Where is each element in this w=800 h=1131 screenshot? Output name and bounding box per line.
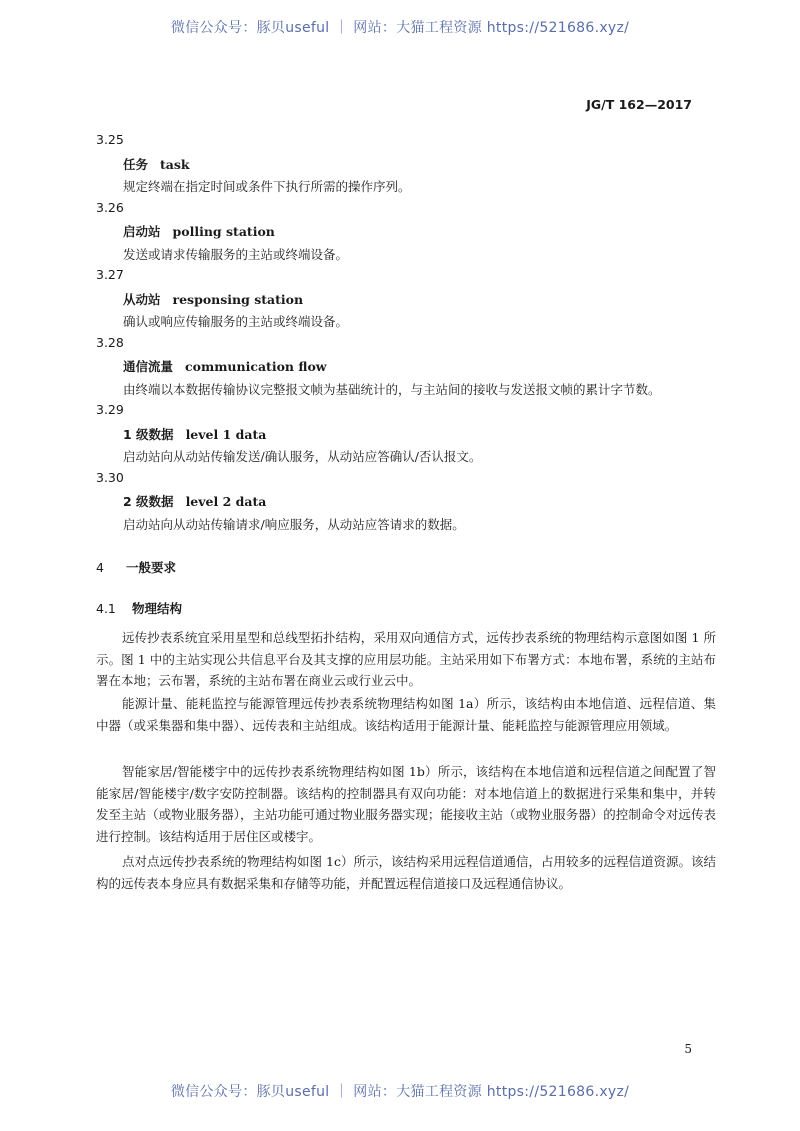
page-number: 5 (684, 1042, 692, 1056)
term-definition: 由终端以本数据传输协议完整报文帧为基础统计的，与主站间的接收与发送报文帧的累计字节数。 (123, 382, 661, 397)
term-number: 3.28 (96, 335, 124, 350)
term-definition: 启动站向从动站传输发送/确认服务，从动站应答确认/否认报文。 (123, 449, 482, 464)
body-paragraph: 智能家居/智能楼宇中的远传抄表系统物理结构如图 1b）所示，该结构在本地信道和远程信道之间配置了智能家居/智能楼宇/数字安防控制器。该结构的控制器具有双向功能：对本地信道上的数据进行采集和集中，并转发至主站（或物业服务器），主站功能可通过物业服务器实现；能接收主站（或物业服务器）的控制命令对远传表进行控制。该结构适用于居住区或楼宇。 (96, 764, 716, 844)
term-title (123, 222, 275, 240)
term-en: level 2 data (185, 494, 267, 509)
subsection-title: 物理结构 (132, 601, 183, 616)
subsection-number: 4.1 (96, 601, 116, 616)
term-title (123, 155, 190, 173)
term-zh: 启动站 (123, 224, 161, 239)
section-title: 一般要求 (126, 560, 177, 575)
body-paragraph: 能源计量、能耗监控与能源管理远传抄表系统物理结构如图 1a）所示，该结构由本地信道、远程信道、集中器（或采集器和集中器）、远传表和主站组成。该结构适用于能源计量、能耗监控与能源管理应用领域。 (96, 696, 716, 733)
term-definition: 规定终端在指定时间或条件下执行所需的操作序列。 (123, 179, 411, 194)
term-number: 3.30 (96, 470, 124, 485)
term-en: polling station (172, 224, 275, 239)
term-en: task (160, 157, 190, 172)
term-en: level 1 data (185, 427, 267, 442)
term-definition: 启动站向从动站传输请求/响应服务，从动站应答请求的数据。 (123, 517, 465, 532)
term-zh: 从动站 (123, 292, 161, 307)
subsection-heading (96, 599, 182, 617)
term-definition: 发送或请求传输服务的主站或终端设备。 (123, 247, 349, 262)
term-title (123, 357, 327, 375)
term-en: communication flow (185, 359, 327, 374)
term-title (123, 425, 266, 443)
standard-code: JG/T 162—2017 (586, 97, 692, 112)
watermark-bottom: 微信公众号：豚贝useful ｜ 网站：大猫工程资源 https://521686.xyz/ (170, 1084, 630, 1100)
term-zh: 2 级数据 (123, 494, 174, 509)
body-paragraph: 点对点远传抄表系统的物理结构如图 1c）所示，该结构采用远程信道通信，占用较多的远程信道资源。该结构的远传表本身应具有数据采集和存储等功能，并配置远程信道接口及远程通信协议。 (96, 854, 716, 891)
term-en: responsing station (172, 292, 304, 307)
term-zh: 通信流量 (123, 359, 174, 374)
term-number: 3.29 (96, 402, 124, 417)
term-number: 3.27 (96, 267, 124, 282)
term-zh: 1 级数据 (123, 427, 174, 442)
section-heading (96, 558, 176, 576)
term-title (123, 492, 266, 510)
section-number: 4 (96, 560, 104, 575)
term-number: 3.25 (96, 132, 124, 147)
term-number: 3.26 (96, 200, 124, 215)
watermark-top: 微信公众号：豚贝useful ｜ 网站：大猫工程资源 https://521686.xyz/ (170, 20, 630, 36)
term-definition: 确认或响应传输服务的主站或终端设备。 (123, 314, 349, 329)
term-title (123, 290, 303, 308)
body-paragraph: 远传抄表系统宜采用星型和总线型拓扑结构，采用双向通信方式，远传抄表系统的物理结构示意图如图 1 所示。图 1 中的主站实现公共信息平台及其支撑的应用层功能。主站采用如下布署方式：本地布署，系统的主站布署在本地；云布署，系统的主站布署在商业云或行业云中。 (96, 630, 716, 688)
term-zh: 任务 (123, 157, 149, 172)
